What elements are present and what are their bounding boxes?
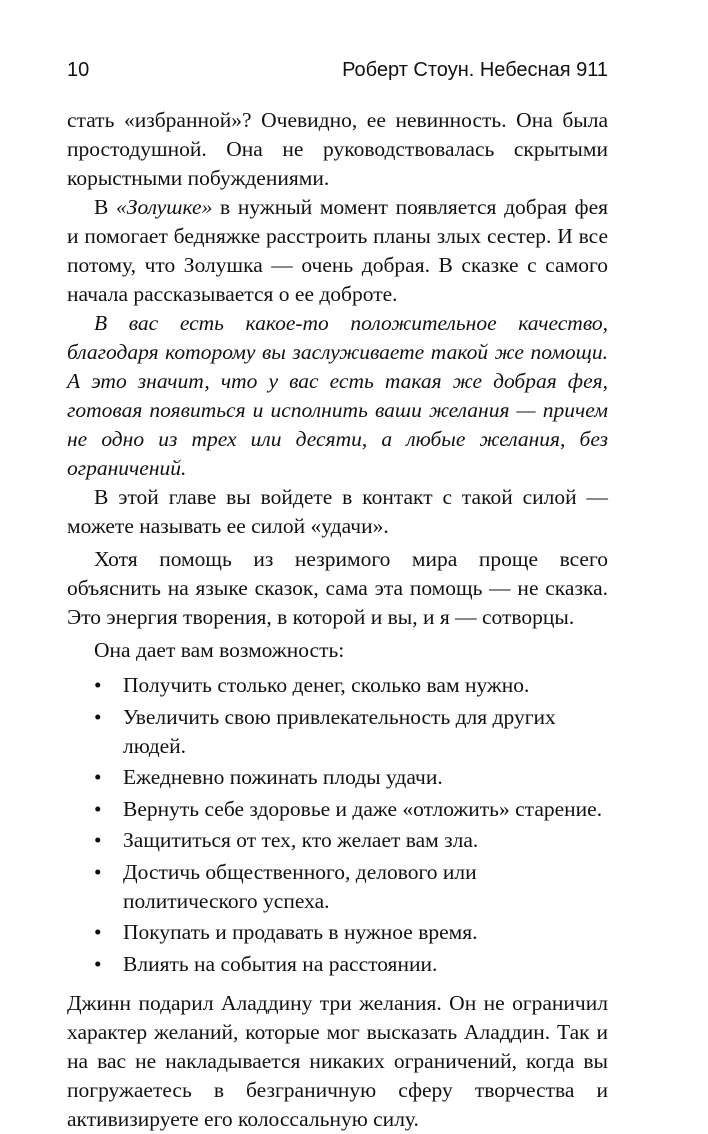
running-title: Роберт Стоун. Небесная 911 (342, 59, 608, 81)
paragraph-2-prefix: В (94, 195, 117, 219)
cinderella-title: «Золушке» (116, 195, 213, 219)
bullet-icon: • (94, 704, 102, 729)
paragraph-2 (67, 193, 608, 309)
page-number: 10 (67, 59, 90, 81)
italic-paragraph: В вас есть какое-то положительное качество, благодаря которому вы заслуживаете такой же помощи. А это значит, что у вас есть такая же добрая фея, готовая появиться и исполнить ваши желания — причем не одно из трех или десяти, а любые желания, без ограничений. (67, 311, 608, 480)
paragraph-5: Хотя помощь из незримого мира проще всего объяснить на языке сказок, сама эта помощь — не сказка. Это энергия творения, в которой и вы, и я — сотворцы. (67, 547, 608, 629)
list-item (67, 918, 608, 947)
paragraph-2-rest: в нужный момент появляется добрая фея и помогает бедняжке расстроить планы злых сестер. И все потому, что Золушка — очень добрая. В сказке с самого начала рассказывается о ее доброте. (67, 195, 608, 306)
list-item (67, 703, 608, 761)
bullet-icon: • (94, 951, 102, 976)
list-item-text: Влиять на события на расстоянии. (123, 951, 438, 976)
paragraph-1: стать «избранной»? Очевидно, ее невинность. Она была простодушной. Она не руководствовалась скрытыми корыстными побуждениями. (67, 108, 608, 190)
list-item-text: Защититься от тех, кто желает вам зла. (123, 828, 479, 852)
list-item (67, 826, 608, 855)
list-item-text: Получить столько денег, сколько вам нужно. (123, 673, 530, 697)
paragraph-7: Джинн подарил Аладдину три желания. Он не ограничил характер желаний, которые мог высказать Аладдин. Так и на вас не накладывается никаких ограничений, когда вы погружаетесь в безграничную сферу творчества и активизируете его колоссальную силу. (67, 990, 608, 1131)
paragraph-6: Она дает вам возможность: (94, 638, 345, 662)
bullet-icon: • (94, 765, 102, 789)
list-item (67, 795, 608, 824)
list-item-text: Увеличить свою привлекательность для других людей. (123, 704, 556, 758)
list-item (67, 763, 608, 792)
bullet-icon: • (94, 859, 102, 884)
bullet-icon: • (94, 828, 102, 852)
bullet-icon: • (94, 920, 102, 944)
bullet-icon: • (94, 673, 102, 697)
list-item-text: Вернуть себе здоровье и даже «отложить» старение. (123, 796, 603, 821)
list-item (67, 950, 608, 979)
list-item-text: Ежедневно пожинать плоды удачи. (123, 765, 443, 789)
bullet-list (67, 671, 608, 979)
paragraph-4: В этой главе вы войдете в контакт с такой силой — можете называть ее силой «удачи». (67, 485, 608, 538)
bullet-icon: • (94, 796, 102, 821)
list-item-text: Достичь общественного, делового или политического успеха. (123, 859, 477, 913)
list-item (67, 858, 608, 916)
body-text (67, 106, 608, 1134)
list-item-text: Покупать и продавать в нужное время. (123, 920, 478, 944)
list-item (67, 671, 608, 700)
